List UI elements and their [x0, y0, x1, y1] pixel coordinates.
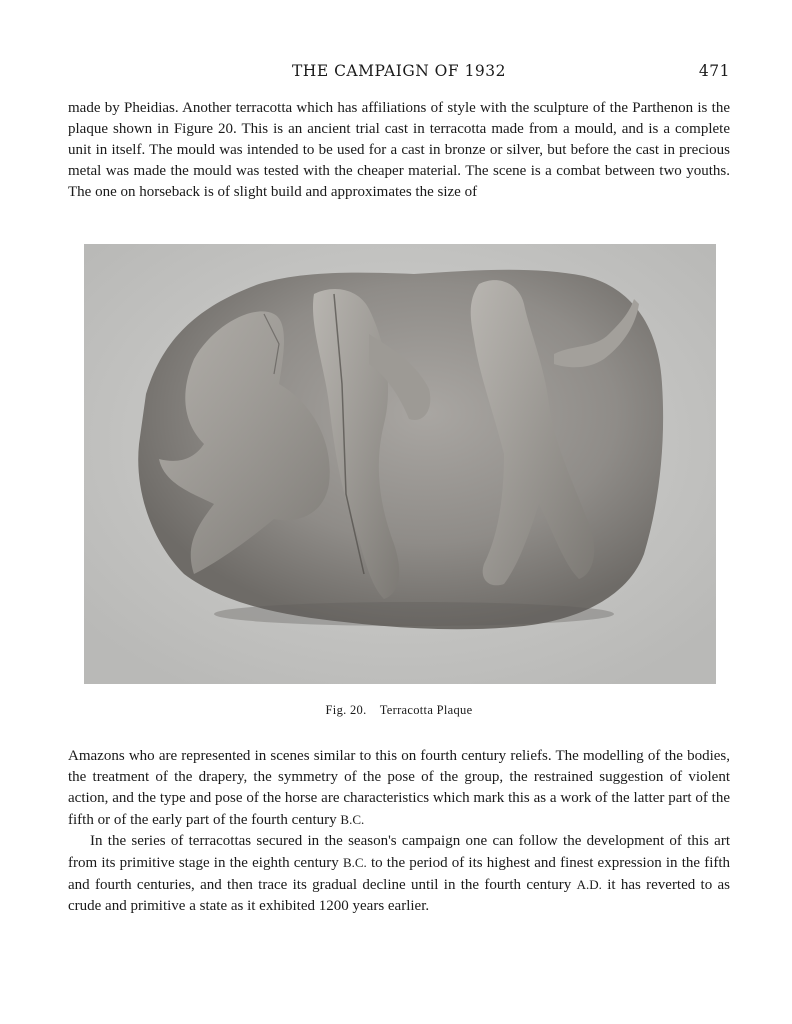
- running-title: THE CAMPAIGN OF 1932: [291, 62, 507, 80]
- figure-caption: [68, 703, 730, 718]
- figure-label: Fig. 20.: [325, 703, 367, 717]
- figure-photo: [84, 244, 716, 684]
- body-text-top: [68, 98, 730, 203]
- paragraph-text: to the period of its highest and finest expression in the fifth and fourth centuries, and then trace its gradual decline until in the fourth century: [68, 855, 731, 893]
- era-abbreviation: B.C.: [340, 812, 365, 827]
- running-head: [68, 62, 730, 84]
- terracotta-plaque-image: [84, 244, 716, 684]
- paragraph: [68, 746, 730, 831]
- era-abbreviation: B.C.: [342, 855, 367, 870]
- era-abbreviation: A.D.: [576, 877, 602, 892]
- paragraph-text: In the series of terracottas secured in the season's campaign one can follow the development of this art from its primitive stage in the eighth century: [68, 833, 730, 871]
- page-number: 471: [698, 62, 730, 80]
- body-text-bottom: [68, 746, 730, 917]
- paragraph-text: it has reverted to as crude and primitive a state as it exhibited 1200 years earlier.: [68, 877, 731, 914]
- paragraph: [68, 831, 730, 917]
- ground-line: [214, 602, 614, 626]
- paragraph: made by Pheidias. Another terracotta which has affiliations of style with the sculpture of the Parthenon is the plaque shown in Figure 20. This is an ancient trial cast in terracotta made from a mould, and is a complete unit in itself. The mould was intended to be used for a cast in bronze or silver, but before the cast in precious metal was made the mould was tested with the cheaper material. The scene is a combat between two youths. The one on horseback is of slight build and approximates the size of: [68, 100, 730, 200]
- figure-title: Terracotta Plaque: [379, 703, 473, 717]
- paragraph-text: Amazons who are represented in scenes similar to this on fourth century reliefs. The modelling of the bodies, the treatment of the drapery, the symmetry of the pose of the group, the restrained suggestion of violent action, and the type and pose of the horse are characteristics which mark this as a work of the latter part of the fifth or of the early part of the fourth century: [68, 748, 730, 828]
